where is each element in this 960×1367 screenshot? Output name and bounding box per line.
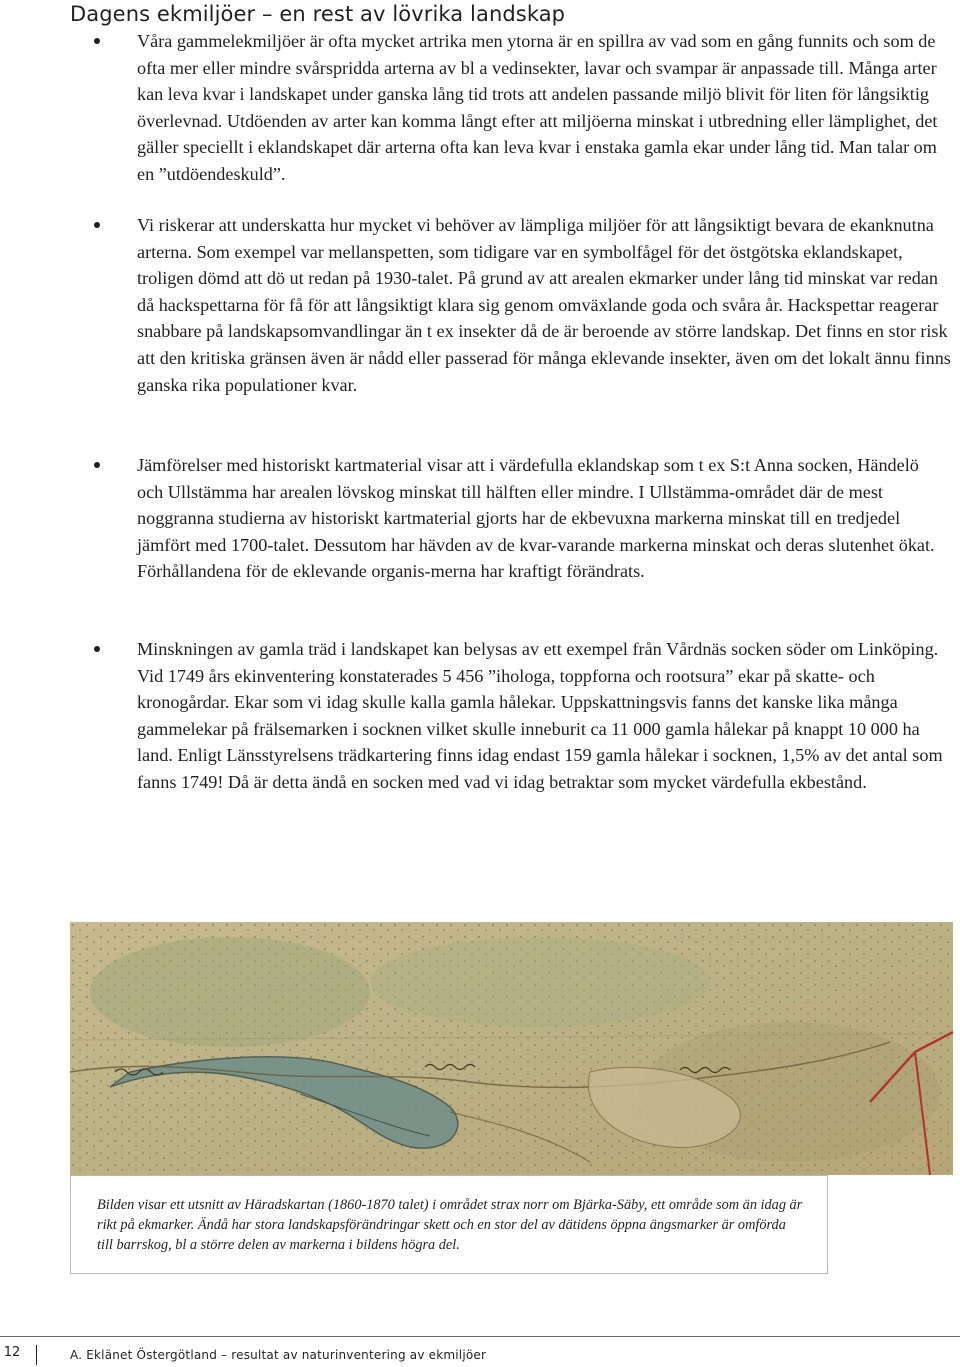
bullet-paragraph: Minskningen av gamla träd i landskapet kan belysas av ett exempel från Vårdnäs socken söder om Linköping. Vid 1749 års ekinventering konstaterades 5 456 ”ihologa, toppforna och rootsura” ekar på skatte- och kronogårdar. Ekar som vi idag skulle kalla gamla hålekar. Uppskattningsvis fanns det kanske lika många gammelekar på frälsemarken i socknen vilket skulle inneburit ca 11 000 gamla hålekar på knappt 10 000 ha land. Enligt Länsstyrelsens trädkartering finns idag endast 159 gamla hålekar i socknen, 1,5% av det antal som fanns 1749! Då är detta ändå en socken med vad vi idag betraktar som mycket värdefulla ekbestånd.	[137, 639, 943, 792]
running-footer: A. Eklänet Östergötland – resultat av naturinventering av ekmiljöer	[70, 1348, 487, 1362]
bullet-paragraph: Våra gammelekmiljöer är ofta mycket artrika men ytorna är en spillra av vad som en gång funnits och som de ofta mer eller mindre svårspridda arterna av bl a vedinsekter, lavar och svampar är anpassade till. Många arter kan leva kvar i landskapet under ganska lång tid trots att andelen passande miljö blivit för liten för långsiktig överlevnad. Utdöenden av arter kan komma långt efter att miljöerna minskat i utbredning eller lämplighet, det gäller speciellt i eklandskapet där arterna ofta kan leva kvar i enstaka gamla ekar under lång tid. Man talar om en ”utdöendeskuld”.	[137, 31, 938, 184]
bullet-paragraph: Jämförelser med historiskt kartmaterial visar att i värdefulla eklandskap som t ex S:t Anna socken, Händelö och Ullstämma har arealen lövskog minskat till hälften eller mindre. I Ullstämma-området där de mest noggranna studierna av historiskt kartmaterial gjorts har de ekbevuxna markerna minskat till en tredjedel jämfört med 1700-talet. Dessutom har hävden av de kvar-varande markerna minskat och deras slutenhet ökat. Förhållandena för de eklevande organis-merna har kraftigt förändrats.	[137, 455, 935, 582]
bullet-paragraph: Vi riskerar att underskatta hur mycket vi behöver av lämpliga miljöer för att långsiktigt bevara de ekanknutna arterna. Som exempel var mellanspetten, som tidigare var en symbolfågel för det östgötska eklandskapet, troligen dömd att dö ut redan på 1930-talet. På grund av att arealen ekmarker under lång tid minskat var redan då hackspettarna för få för att långsiktigt klara sig genom omväxlande goda och svåra år. Hackspettar reagerar snabbare på landskapsomvandlingar än t ex insekter då de är beroende av större landskap. Det finns en stor risk att den kritiska gränsen även är nådd eller passerad för många eklevande insekter, även om det lokalt ännu finns ganska rika populationer kvar.	[137, 215, 951, 395]
footer-divider	[36, 1345, 37, 1365]
footer-rule	[0, 1336, 960, 1337]
bullet-dot-icon	[94, 222, 100, 228]
bullet-dot-icon	[94, 462, 100, 468]
section-heading: Dagens ekmiljöer – en rest av lövrika landskap	[70, 2, 566, 26]
page-number: 12	[3, 1345, 21, 1360]
bullet-dot-icon	[94, 38, 100, 44]
image-caption-box	[70, 1175, 828, 1274]
image-caption: Bilden visar ett utsnitt av Häradskartan (1860-1870 talet) i området strax norr om Bjärka-Säby, ett område som än idag är rikt på ekmarker. Ändå har stora landskapsförändringar skett och en stor del av dätidens öppna ängsmarker är omförda till barrskog, bl a större delen av markerna i bildens högra del.	[97, 1197, 803, 1253]
bullet-dot-icon	[94, 646, 100, 652]
historical-map-image	[70, 922, 953, 1175]
